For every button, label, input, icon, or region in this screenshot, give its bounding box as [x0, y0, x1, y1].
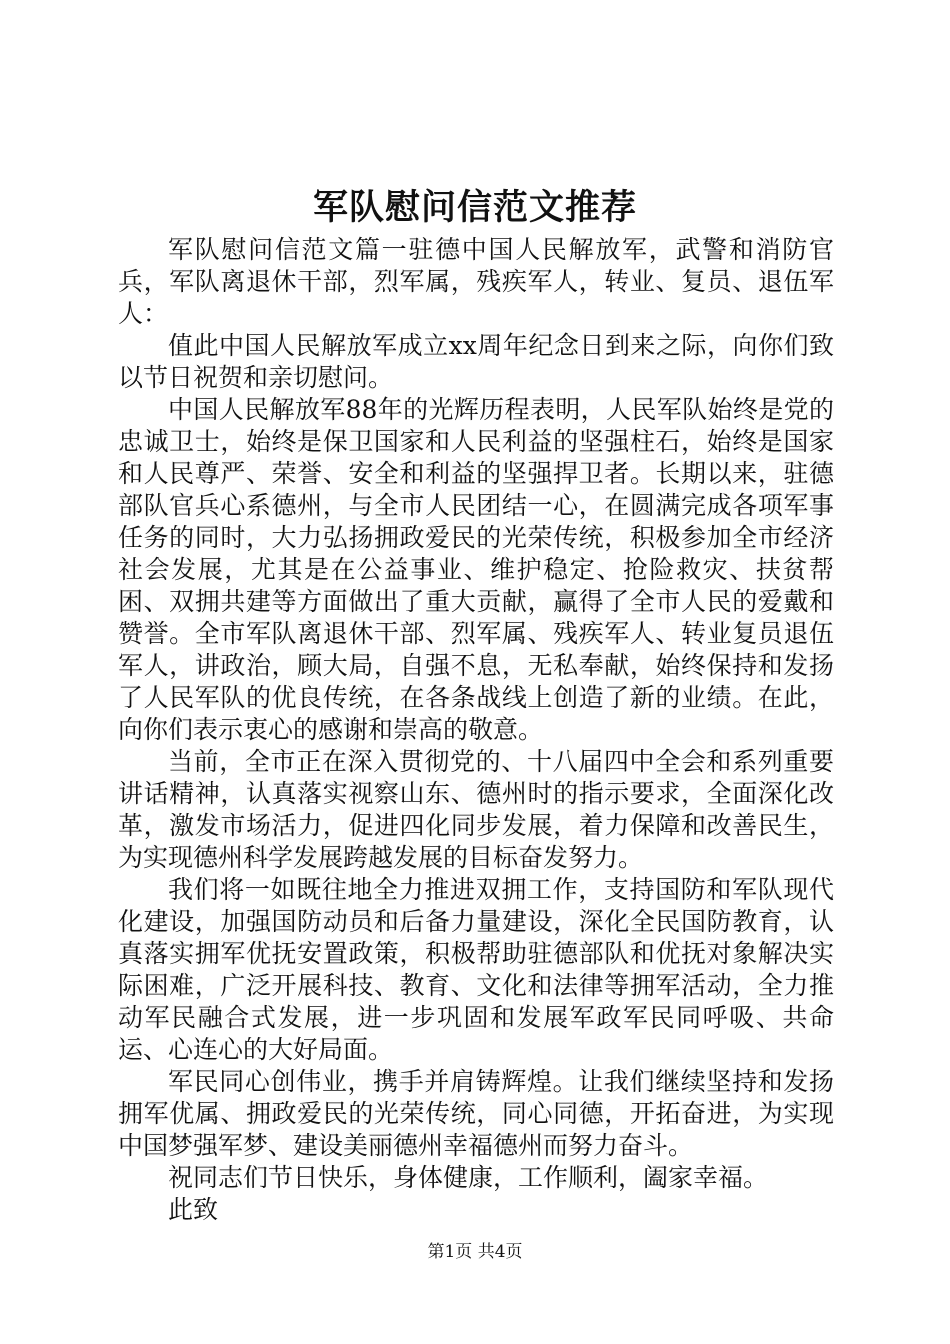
paragraph-wishes: 祝同志们节日快乐，身体健康，工作顺利，阖家幸福。 — [168, 1163, 769, 1192]
paragraph-greeting: 值此中国人民解放军成立xx周年纪念日到来之际，向你们致以节日祝贺和亲切慰问。 — [118, 331, 834, 392]
paragraph-call-to-action: 军民同心创伟业，携手并肩铸辉煌。让我们继续坚持和发扬拥军优属、拥政爱民的光荣传统，同心同德，开拓奋进，为实现中国梦强军梦、建设美丽德州幸福德州而努力奋斗。 — [118, 1067, 834, 1160]
paragraph-salutation: 军队慰问信范文篇一驻德中国人民解放军，武警和消防官兵，军队离退休干部，烈军属，残疾军人，转业、复员、退伍军人： — [118, 235, 834, 328]
page-footer: 第1页 共4页 — [427, 1242, 523, 1262]
paragraph-commitment: 我们将一如既往地全力推进双拥工作，支持国防和军队现代化建设，加强国防动员和后备力量建设，深化全民国防教育，认真落实拥军优抚安置政策，积极帮助驻德部队和优抚对象解决实际困难，广泛开展科技、教育、文化和法律等拥军活动，全力推动军民融合式发展，进一步巩固和发展军政军民同呼吸、共命运、心连心的大好局面。 — [118, 875, 834, 1064]
page-title: 军队慰问信范文推荐 — [312, 187, 637, 228]
paragraph-closing: 此致 — [168, 1195, 219, 1224]
paragraph-current-work: 当前，全市正在深入贯彻党的、十八届四中全会和系列重要讲话精神，认真落实视察山东、德州时的指示要求，全面深化改革，激发市场活力，促进四化同步发展，着力保障和改善民生，为实现德州科学发展跨越发展的目标奋发努力。 — [118, 747, 834, 872]
letter-body — [118, 234, 834, 1226]
paragraph-history: 中国人民解放军88年的光辉历程表明，人民军队始终是党的忠诚卫士，始终是保卫国家和人民利益的坚强柱石，始终是国家和人民尊严、荣誉、安全和利益的坚强捍卫者。长期以来，驻德部队官兵心系德州，与全市人民团结一心，在圆满完成各项军事任务的同时，大力弘扬拥政爱民的光荣传统，积极参加全市经济社会发展，尤其是在公益事业、维护稳定、抢险救灾、扶贫帮困、双拥共建等方面做出了重大贡献，赢得了全市人民的爱戴和赞誉。全市军队离退休干部、烈军属、残疾军人、转业复员退伍军人，讲政治，顾大局，自强不息，无私奉献，始终保持和发扬了人民军队的优良传统，在各条战线上创造了新的业绩。在此，向你们表示衷心的感谢和崇高的敬意。 — [118, 395, 834, 744]
